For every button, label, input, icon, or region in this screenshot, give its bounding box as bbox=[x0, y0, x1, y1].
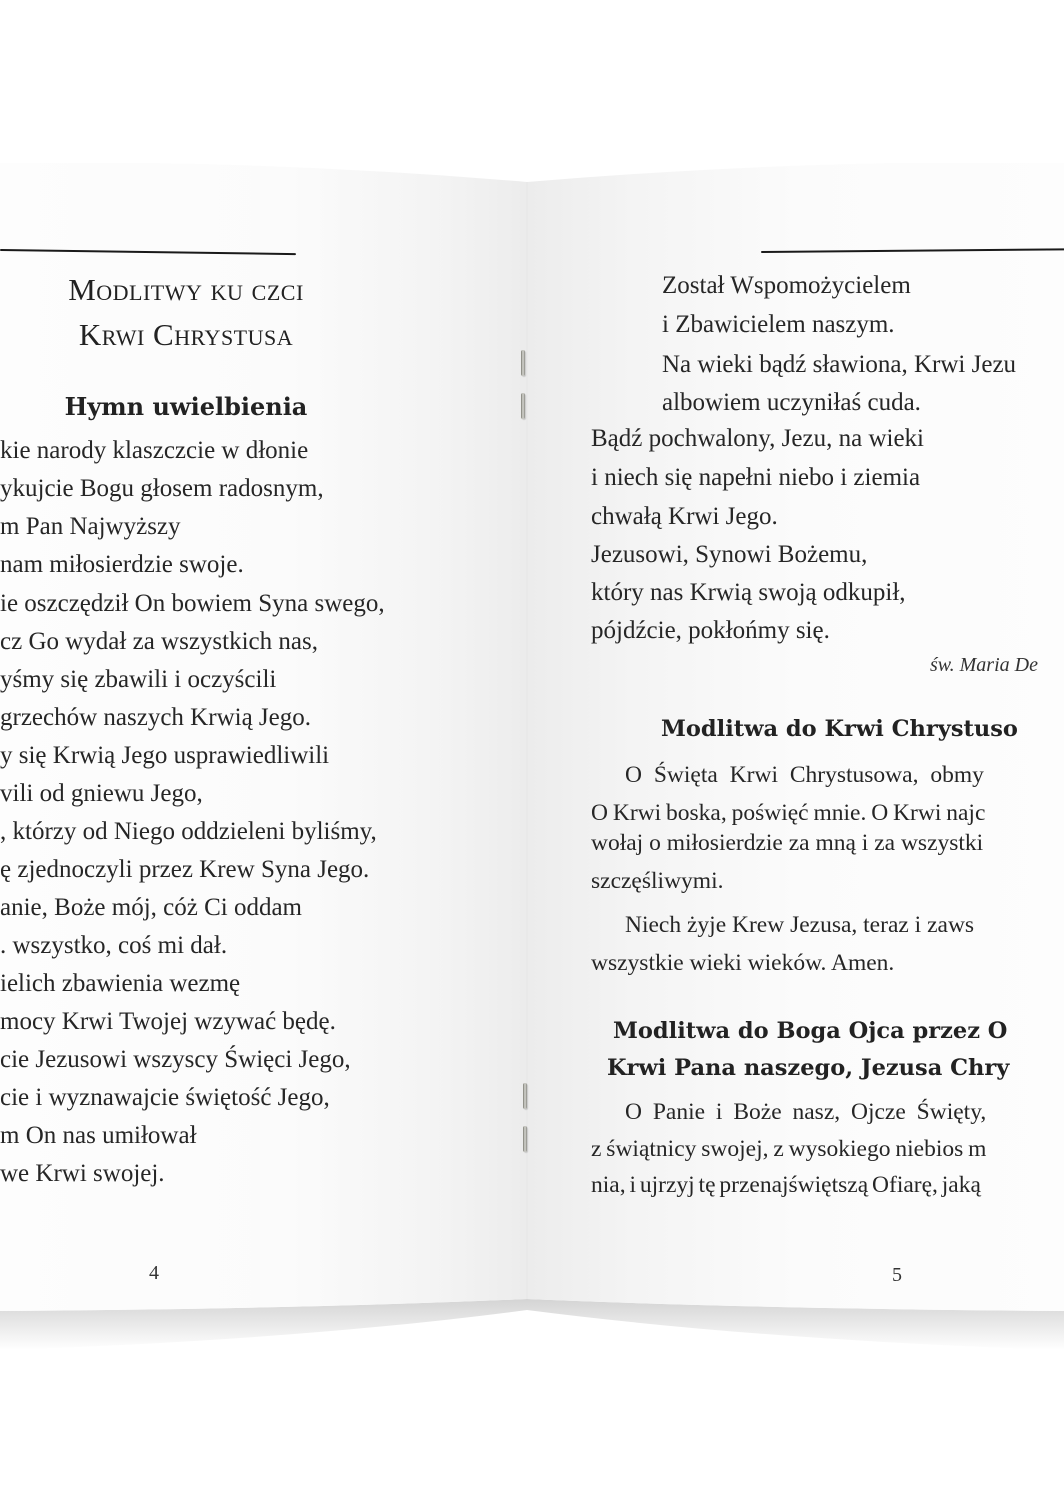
prayer-line: O Panie i Boże nasz, Ojcze Święty, bbox=[625, 1099, 987, 1125]
prayer-line: wszystkie wieki wieków. Amen. bbox=[591, 950, 895, 976]
hymn-line: chwałą Krwi Jego. bbox=[591, 503, 778, 530]
prayer-line: wołaj o miłosierdzie za mną i za wszystki bbox=[591, 830, 984, 856]
hymn-line: Jezusowi, Synowi Bożemu, bbox=[591, 541, 868, 568]
prayer-line: O Krwi boska, poświęć mnie. O Krwi najc bbox=[591, 800, 986, 826]
hymn-line: vili od gniewu Jego, bbox=[0, 780, 203, 807]
hymn-attribution: św. Maria De bbox=[930, 654, 1038, 676]
hymn-line: we Krwi swojej. bbox=[0, 1160, 165, 1187]
hymn-line: i niech się napełni niebo i ziemia bbox=[591, 464, 921, 491]
hymn-line: Bądź pochwalony, Jezu, na wieki bbox=[591, 425, 924, 452]
prayer-line: Niech żyje Krew Jezusa, teraz i zaws bbox=[625, 912, 975, 938]
right-page bbox=[527, 0, 1064, 1490]
hymn-line: anie, Boże mój, cóż Ci oddam bbox=[0, 894, 303, 921]
hymn-line: grzechów naszych Krwią Jego. bbox=[0, 704, 311, 731]
hymn-heading: Hymn uwielbienia bbox=[64, 392, 308, 421]
hymn-line: cie i wyznawajcie świętość Jego, bbox=[0, 1084, 330, 1111]
prayer-line: z świątnicy swojej, z wysokiego niebios m bbox=[591, 1136, 987, 1162]
page-number-right: 5 bbox=[892, 1264, 902, 1286]
hymn-line: Został Wspomożycielem bbox=[662, 272, 911, 299]
page-number-left: 4 bbox=[149, 1262, 159, 1284]
prayer1-heading: Modlitwa do Krwi Chrystuso bbox=[661, 716, 1018, 742]
hymn-line: cz Go wydał za wszystkich nas, bbox=[0, 628, 318, 655]
hymn-line: i Zbawicielem naszym. bbox=[662, 311, 895, 338]
hymn-line: pójdźcie, pokłońmy się. bbox=[591, 617, 830, 644]
left-page bbox=[0, 0, 527, 1490]
hymn-line: mocy Krwi Twojej wzywać będę. bbox=[0, 1008, 336, 1035]
hymn-line: albowiem uczyniłaś cuda. bbox=[662, 389, 921, 416]
hymn-line: Na wieki bądź sławiona, Krwi Jezu bbox=[662, 351, 1017, 378]
left-page-top-rule bbox=[0, 249, 296, 255]
prayer-line: O Święta Krwi Chrystusowa, obmy bbox=[625, 762, 984, 788]
hymn-line: który nas Krwią swoją odkupił, bbox=[591, 579, 906, 606]
hymn-line: ę zjednoczyli przez Krew Syna Jego. bbox=[0, 856, 370, 883]
hymn-line: . wszystko, coś mi dał. bbox=[0, 932, 228, 959]
hymn-line: , którzy od Niego oddzieleni byliśmy, bbox=[0, 818, 377, 845]
prayer2-heading-line2: Krwi Pana naszego, Jezusa Chry bbox=[607, 1055, 1010, 1081]
hymn-line: ie oszczędził On bowiem Syna swego, bbox=[0, 590, 385, 617]
hymn-line: m On nas umiłował bbox=[0, 1122, 197, 1149]
hymn-line: m Pan Najwyższy bbox=[0, 513, 181, 540]
hymn-line: nam miłosierdzie swoje. bbox=[0, 551, 244, 578]
hymn-line: cie Jezusowi wszyscy Święci Jego, bbox=[0, 1046, 351, 1073]
hymn-line: y się Krwią Jego usprawiedliwili bbox=[0, 742, 330, 769]
right-page-top-rule bbox=[761, 248, 1064, 253]
hymn-line: ielich zbawienia wezmę bbox=[0, 970, 241, 997]
page-title-line1: Modlitwy ku czci bbox=[68, 272, 304, 307]
hymn-line: yśmy się zbawili i oczyścili bbox=[0, 666, 277, 693]
prayer-line: szczęśliwymi. bbox=[591, 868, 724, 894]
hymn-line: kie narody klaszczcie w dłonie bbox=[0, 437, 309, 464]
prayer-line: nia, i ujrzyj tę przenajświętszą Ofiarę, jaką bbox=[591, 1172, 981, 1198]
page-title-line2: Krwi Chrystusa bbox=[78, 317, 294, 352]
prayer2-heading-line1: Modlitwa do Boga Ojca przez O bbox=[613, 1018, 1008, 1044]
hymn-line: ykujcie Bogu głosem radosnym, bbox=[0, 475, 324, 502]
